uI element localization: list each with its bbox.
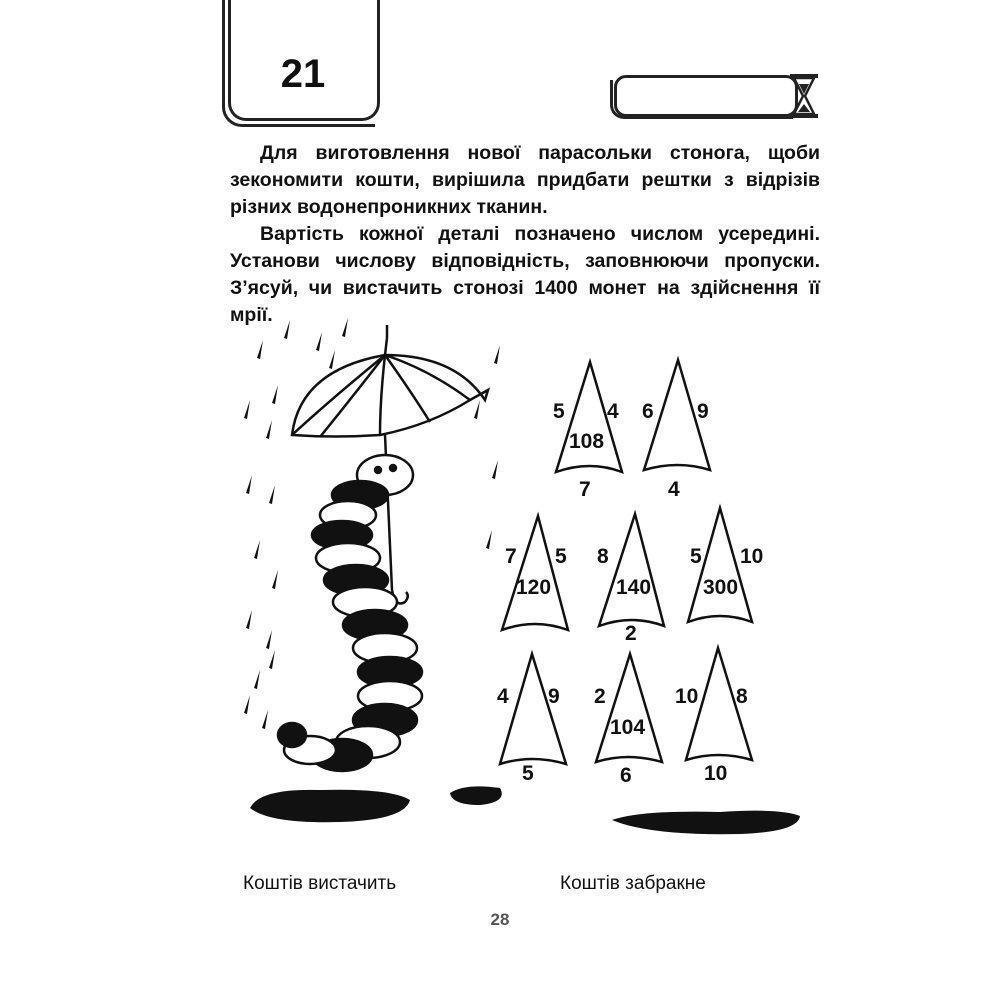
answer-enough[interactable]: Коштів вистачить: [243, 873, 397, 894]
triangle-center-number: 108: [569, 430, 605, 453]
triangle-center-number: 140: [616, 576, 652, 599]
triangle-left-number: 7: [505, 545, 517, 568]
triangle-bottom-number: 7: [579, 478, 591, 501]
triangle-left-number: 10: [675, 685, 699, 708]
task-paragraph-2: Вартість кожної деталі позначено числом усередині. Установи числову відповідність, заповнюючи пропуски. З’ясуй, чи вистачить стонозі 1400 монет на здійснення її мрії.: [230, 223, 820, 326]
triangle-piece: [502, 516, 568, 630]
task-number: 21: [280, 52, 326, 96]
page-number: 28: [490, 910, 510, 929]
triangle-bottom-number: 4: [668, 478, 680, 501]
triangle-bottom-number: 6: [620, 764, 632, 787]
triangle-center-number: 300: [703, 576, 739, 599]
triangle-right-number: 5: [555, 545, 567, 568]
triangle-piece: [597, 514, 664, 645]
triangle-piece: [497, 654, 566, 785]
triangle-center-number: 104: [610, 716, 646, 739]
triangle-left-number: 5: [553, 400, 565, 423]
triangle-bottom-number: 10: [704, 762, 728, 785]
answer-not-enough[interactable]: Коштів забракне: [560, 873, 706, 894]
triangle-right-number: 9: [548, 685, 560, 708]
triangle-left-number: 8: [597, 545, 609, 568]
puddle-right: [612, 811, 800, 835]
triangle-right-number: 10: [740, 545, 764, 568]
triangle-piece: [688, 508, 763, 622]
triangle-left-number: 4: [497, 685, 509, 708]
triangle-right-number: 4: [607, 400, 619, 423]
triangle-bottom-number: 5: [522, 762, 534, 785]
task-paragraph-1: Для виготовлення нової парасольки стонога, щоби зекономити кошти, вирішила придбати рештки з відрізів різних водонепроникних тканин.: [230, 142, 820, 218]
triangle-right-number: 8: [736, 685, 748, 708]
triangle-piece: [675, 648, 752, 785]
triangle-left-number: 6: [642, 400, 654, 423]
triangle-right-number: 9: [697, 400, 709, 423]
triangle-piece: [553, 362, 622, 501]
triangle-center-number: 120: [516, 576, 552, 599]
triangle-bottom-number: 2: [625, 622, 637, 645]
triangle-piece: [642, 360, 710, 501]
triangle-left-number: 5: [690, 545, 702, 568]
triangle-piece: [594, 654, 662, 787]
triangle-left-number: 2: [594, 685, 606, 708]
